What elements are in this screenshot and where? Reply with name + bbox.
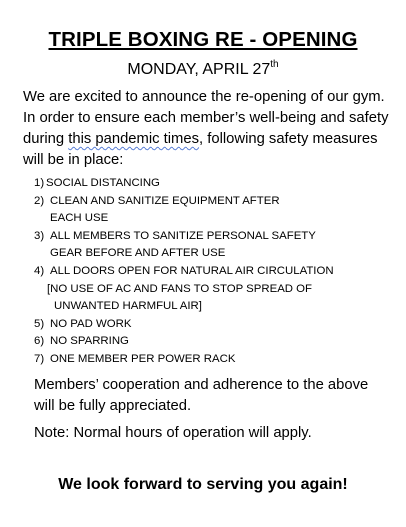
intro-paragraph	[23, 87, 393, 171]
list-number: 6)	[34, 335, 45, 348]
list-number: 1)	[34, 177, 45, 189]
list-number: 3)	[34, 229, 45, 242]
hours-note: Note: Normal hours of operation will apply.	[34, 425, 312, 441]
list-number: 5)	[34, 317, 45, 330]
list-item	[34, 193, 394, 211]
list-item	[34, 351, 394, 369]
list-number: 4)	[34, 264, 45, 277]
list-text-continuation: GEAR BEFORE AND AFTER USE	[50, 247, 226, 260]
list-item	[34, 316, 394, 334]
closing-paragraph: Members’ cooperation and adherence to the above will be fully appreciated.	[34, 377, 369, 414]
reopening-date	[0, 59, 406, 79]
document-title: TRIPLE BOXING RE - OPENING	[48, 28, 358, 51]
list-text: CLEAN AND SANITIZE EQUIPMENT AFTER	[50, 194, 280, 207]
list-item	[34, 228, 394, 246]
list-number: 7)	[34, 352, 45, 365]
list-text: NO PAD WORK	[50, 317, 132, 330]
list-text: SOCIAL DISTANCING	[46, 177, 160, 189]
intro-text-start: We are excited to announce the re-opening of our gym. In order to ensure each member’s well-being and safety during	[23, 89, 389, 147]
list-item	[34, 175, 394, 193]
list-item	[34, 333, 394, 351]
list-item-note: [NO USE OF AC AND FANS TO STOP SPREAD OF	[47, 282, 313, 295]
date-text: MONDAY, APRIL 27	[127, 61, 271, 78]
list-item	[34, 263, 394, 281]
list-text: ONE MEMBER PER POWER RACK	[50, 352, 236, 365]
intro-text-end: , following safety measures will be in place:	[23, 131, 378, 168]
list-text: ALL DOORS OPEN FOR NATURAL AIR CIRCULATION	[50, 264, 334, 277]
list-text: ALL MEMBERS TO SANITIZE PERSONAL SAFETY	[50, 229, 316, 242]
safety-measures-list	[34, 175, 394, 369]
list-item-note-continuation: UNWANTED HARMFUL AIR]	[54, 300, 202, 313]
list-text: NO SPARRING	[50, 335, 129, 348]
thanks-message: We look forward to serving you again!	[58, 476, 348, 493]
grammar-flagged-phrase: this pandemic times	[68, 131, 200, 147]
list-text-continuation: EACH USE	[50, 212, 109, 225]
date-suffix: th	[270, 59, 279, 70]
list-number: 2)	[34, 194, 45, 207]
